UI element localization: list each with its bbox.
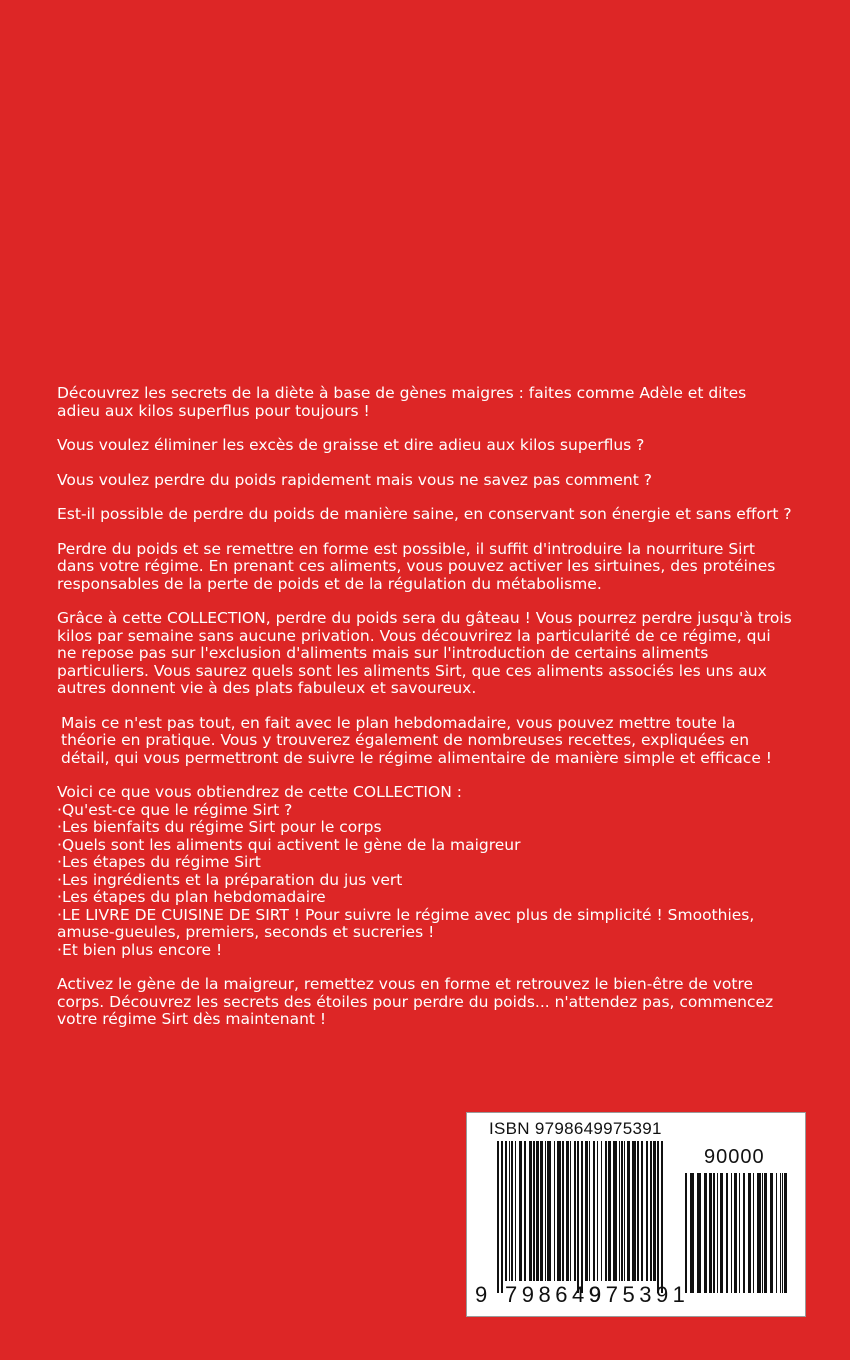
barcode-bar xyxy=(529,1141,532,1281)
barcode-bar xyxy=(748,1173,751,1293)
list-item: ·Les étapes du régime Sirt xyxy=(57,853,261,871)
barcode-bar xyxy=(764,1173,767,1293)
barcode-bar xyxy=(574,1141,576,1281)
barcode-bar xyxy=(757,1173,761,1293)
barcode-bar xyxy=(685,1173,687,1293)
barcode-bar xyxy=(505,1141,507,1281)
barcode-bar xyxy=(545,1141,546,1281)
barcode-bar xyxy=(713,1173,715,1293)
barcode-bar xyxy=(519,1141,522,1281)
list-item: ·Les ingrédients et la préparation du jus vert xyxy=(57,870,403,889)
bullet-icon: · xyxy=(57,905,62,924)
list-intro: Voici ce que vous obtiendrez de cette COLLECTION : xyxy=(57,783,462,801)
isbn-label: ISBN 9798649975391 xyxy=(489,1119,662,1138)
barcode-bar xyxy=(624,1141,625,1281)
barcode-digits-right: 975391 xyxy=(589,1282,690,1307)
barcode-bar xyxy=(637,1141,639,1281)
barcode-bar xyxy=(581,1141,583,1293)
barcode-digits-left: 798649 xyxy=(505,1282,606,1307)
barcode-bar xyxy=(661,1141,663,1293)
barcode-bar xyxy=(619,1141,620,1281)
barcode-bar xyxy=(653,1141,656,1281)
barcode-bar xyxy=(726,1173,728,1293)
paragraph-closing: Activez le gène de la maigreur, remettez vous en forme et retrouvez le bien-être de votre corps. Découvrez les secrets des étoiles pour perdre du poids... n'attendez pas, commencez votre régime Sirt dès maintenant ! xyxy=(57,975,774,1028)
paragraph-intro: Découvrez les secrets de la diète à base de gènes maigres : faites comme Adèle et dites adieu aux kilos superflus pour toujours ! xyxy=(57,384,747,420)
barcode-bar xyxy=(511,1141,513,1281)
barcode-bar xyxy=(605,1141,607,1281)
barcode-bar xyxy=(650,1141,652,1281)
bullet-icon: · xyxy=(57,940,62,959)
barcode-bar xyxy=(509,1141,510,1281)
barcode-bar xyxy=(704,1173,707,1293)
blurb-text xyxy=(57,385,792,1046)
barcode-bar xyxy=(690,1173,694,1293)
barcode-bar xyxy=(657,1141,659,1293)
barcode-bar xyxy=(566,1141,569,1281)
list-item: ·Qu'est-ce que le régime Sirt ? xyxy=(57,800,293,819)
barcode-bar xyxy=(734,1173,737,1293)
barcode-bar xyxy=(597,1141,598,1281)
bullet-icon: · xyxy=(57,835,62,854)
barcode-bar xyxy=(731,1173,732,1293)
barcode-bar xyxy=(776,1173,777,1293)
barcode-bar xyxy=(533,1141,535,1281)
barcode-bar xyxy=(554,1141,555,1281)
barcode-bar xyxy=(585,1141,588,1281)
barcode-bar xyxy=(782,1173,783,1293)
paragraph-question-3: Est-il possible de perdre du poids de manière saine, en conservant son énergie et sans effort ? xyxy=(57,505,792,523)
barcode-bar xyxy=(608,1141,611,1281)
barcode-bar xyxy=(501,1141,503,1293)
paragraph-sirt-food: Perdre du poids et se remettre en forme est possible, il suffit d'introduire la nourriture Sirt dans votre régime. En prenant ces aliments, vous pouvez activer les sirtuines, des protéines responsables de la perte de poids et de la régulation du métabolisme. xyxy=(57,539,776,593)
barcode-bar xyxy=(593,1141,595,1281)
barcode-bar xyxy=(720,1173,723,1293)
list-item: ·Les étapes du plan hebdomadaire xyxy=(57,888,326,906)
barcode-bar xyxy=(621,1141,623,1281)
barcode-bar xyxy=(601,1141,602,1281)
barcode-bar xyxy=(589,1141,590,1281)
addon-price-code: 90000 xyxy=(704,1146,765,1168)
barcode-bar xyxy=(709,1173,712,1293)
paragraph-question-1: Vous voulez éliminer les excès de graisse et dire adieu aux kilos superflus ? xyxy=(57,436,645,454)
barcode-bar xyxy=(717,1173,718,1293)
barcode-bar xyxy=(762,1173,763,1293)
bullet-icon: · xyxy=(57,800,62,819)
barcode-bar xyxy=(515,1141,516,1281)
barcode-bar xyxy=(770,1173,773,1293)
paragraph-weekly-plan: Mais ce n'est pas tout, en fait avec le plan hebdomadaire, vous pouvez mettre toute la théorie en pratique. Vous y trouverez également de nombreuses recettes, expliquées en détail, qui vous permettront de suivre le régime alimentaire de manière simple et efficace ! xyxy=(61,713,773,767)
barcode-bar xyxy=(497,1141,499,1293)
barcode-bar xyxy=(784,1173,787,1293)
barcode-bar xyxy=(536,1141,539,1281)
barcode-bar xyxy=(743,1173,745,1293)
bullet-icon: · xyxy=(57,818,62,836)
barcode-digit-first: 9 xyxy=(475,1282,488,1307)
barcode-bar xyxy=(632,1141,636,1281)
barcode-bar xyxy=(780,1173,781,1293)
barcode-bar xyxy=(739,1173,740,1293)
barcode-bar xyxy=(697,1173,701,1293)
isbn-barcode xyxy=(466,1112,806,1317)
paragraph-question-2: Vous voulez perdre du poids rapidement mais vous ne savez pas comment ? xyxy=(57,470,652,489)
list-item: ·Les bienfaits du régime Sirt pour le corps xyxy=(57,818,382,836)
barcode-bar xyxy=(540,1141,543,1281)
barcode-bar xyxy=(570,1141,571,1281)
barcode-bar xyxy=(753,1173,754,1293)
barcode-bar xyxy=(547,1141,551,1281)
barcode-bar xyxy=(646,1141,648,1281)
list-item: ·LE LIVRE DE CUISINE DE SIRT ! Pour suivre le régime avec plus de simplicité ! Smoothies, amuse-gueules, premiers, seconds et sucreries ! xyxy=(57,905,755,941)
contents-list xyxy=(57,802,792,960)
list-item: ·Et bien plus encore ! xyxy=(57,940,223,959)
paragraph-collection: Grâce à cette COLLECTION, perdre du poids sera du gâteau ! Vous pourrez perdre jusqu'à trois kilos par semaine sans aucune privation. Vous découvrirez la particularité de ce régime, qui ne repose pas sur l'exclusion d'aliments mais sur l'introduction de certains aliments particuliers. Vous saurez quels sont les aliments Sirt, que ces aliments associés les uns aux autres donnent vie à des plats fabuleux et savoureux. xyxy=(57,609,792,697)
barcode-bar xyxy=(613,1141,617,1281)
barcode-bar xyxy=(641,1141,643,1281)
bullet-icon: · xyxy=(57,853,62,871)
barcode-bar xyxy=(524,1141,526,1281)
bullet-icon: · xyxy=(57,870,62,889)
barcode-bar xyxy=(577,1141,579,1293)
list-item: ·Quels sont les aliments qui activent le gène de la maigreur xyxy=(57,835,521,854)
barcode-bar xyxy=(557,1141,561,1281)
barcode-bar xyxy=(562,1141,564,1281)
bullet-icon: · xyxy=(57,888,62,906)
barcode-bar xyxy=(627,1141,630,1281)
